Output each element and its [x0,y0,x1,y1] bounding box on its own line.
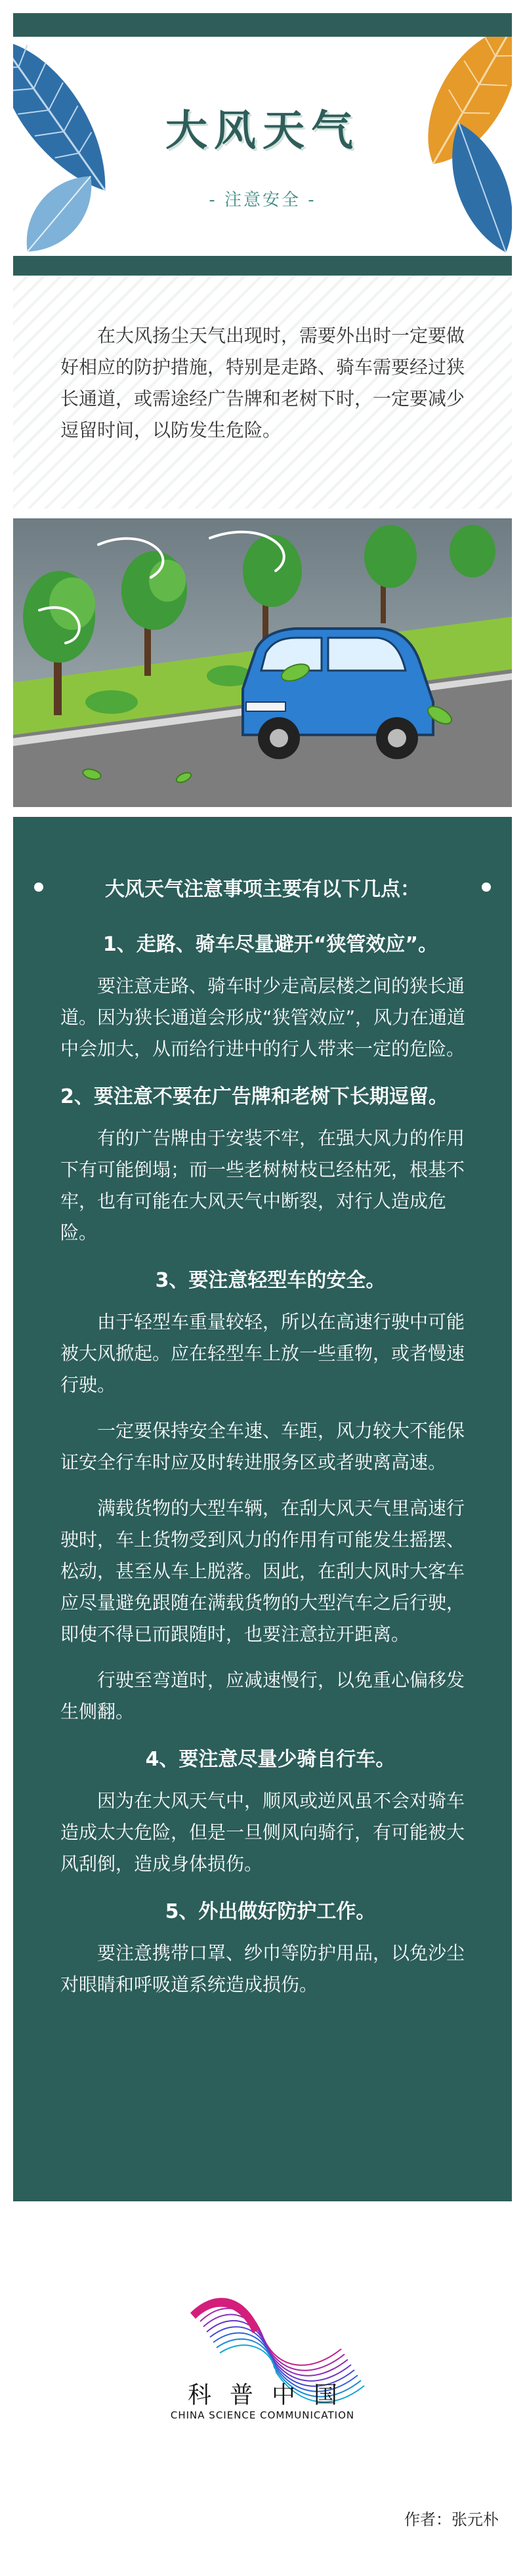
tip-paragraph: 由于轻型车重量较轻，所以在高速行驶中可能被大风掀起。应在轻型车上放一些重物，或者慢速行驶。 [60,1311,465,1396]
bullet-dot-right [482,883,491,892]
intro-paragraph: 在大风扬尘天气出现时，需要外出时一定要做好相应的防护措施，特别是走路、骑车需要经过狭长通道，或需途经广告牌和老树下时，一定要减少逗留时间，以防发生危险。 [60,325,465,441]
tips-section [13,817,512,2201]
tip-title-5: 5、外出做好防护工作。 [165,1900,376,1923]
page-title: 大风天气 [165,107,360,156]
header-banner [13,13,512,276]
tip-paragraph: 一定要保持安全车速、车距，风力较大不能保证安全行车时应及时转进服务区或者驶离高速。 [60,1420,465,1473]
tip-paragraph: 因为在大风天气中，顺风或逆风虽不会对骑车造成太大危险，但是一旦侧风向骑行，有可能被大风刮倒，造成身体损伤。 [60,1790,465,1875]
tip-paragraph: 行驶至弯道时，应减速慢行，以免重心偏移发生侧翻。 [60,1669,465,1722]
header-top-strip [13,13,512,37]
windy-road-illustration [13,518,512,807]
header-bottom-strip [13,256,512,276]
header-inner [13,37,512,256]
author-credit: 作者：张元朴 [404,2510,499,2529]
tip-paragraph: 有的广告牌由于安装不牢，在强大风力的作用下有可能倒塌；而一些老树树枝已经枯死，根基不牢，也有可能在大风天气中断裂，对行人造成危险。 [60,1127,465,1243]
logo-chinese-text: 科普中国 [187,2382,356,2409]
tip-paragraph: 要注意走路、骑车时少走高层楼之间的狭长通道。因为狭长通道会形成“狭管效应”，风力在通道中会加大，从而给行进中的行人带来一定的危险。 [60,975,466,1060]
tip-title-3: 3、要注意轻型车的安全。 [155,1269,386,1292]
tips-body [60,915,480,2015]
page-subtitle: - 注意安全 - [209,190,316,210]
intro-section [13,276,512,509]
tip-paragraph: 要注意携带口罩、纱巾等防护用品，以免沙尘对眼睛和呼吸道系统造成损伤。 [60,1942,465,1995]
tips-heading: 大风天气注意事项主要有以下几点： [105,878,420,901]
tip-title-2: 2、要注意不要在广告牌和老树下长期逗留。 [60,1085,448,1108]
tip-paragraph: 满载货物的大型车辆，在刮大风天气里高速行驶时，车上货物受到风力的作用有可能发生摇摆、松动，甚至从车上脱落。因此，在刮大风时大客车应尽量避免跟随在满载货物的大型汽车之后行驶，即使不得已而跟随时，也要注意拉开距离。 [60,1497,465,1645]
tip-title-1: 1、走路、骑车尽量避开“狭管效应”。 [102,933,438,956]
logo-english-text: CHINA SCIENCE COMMUNICATION [170,2409,355,2421]
tip-title-4: 4、要注意尽量少骑自行车。 [145,1748,396,1771]
